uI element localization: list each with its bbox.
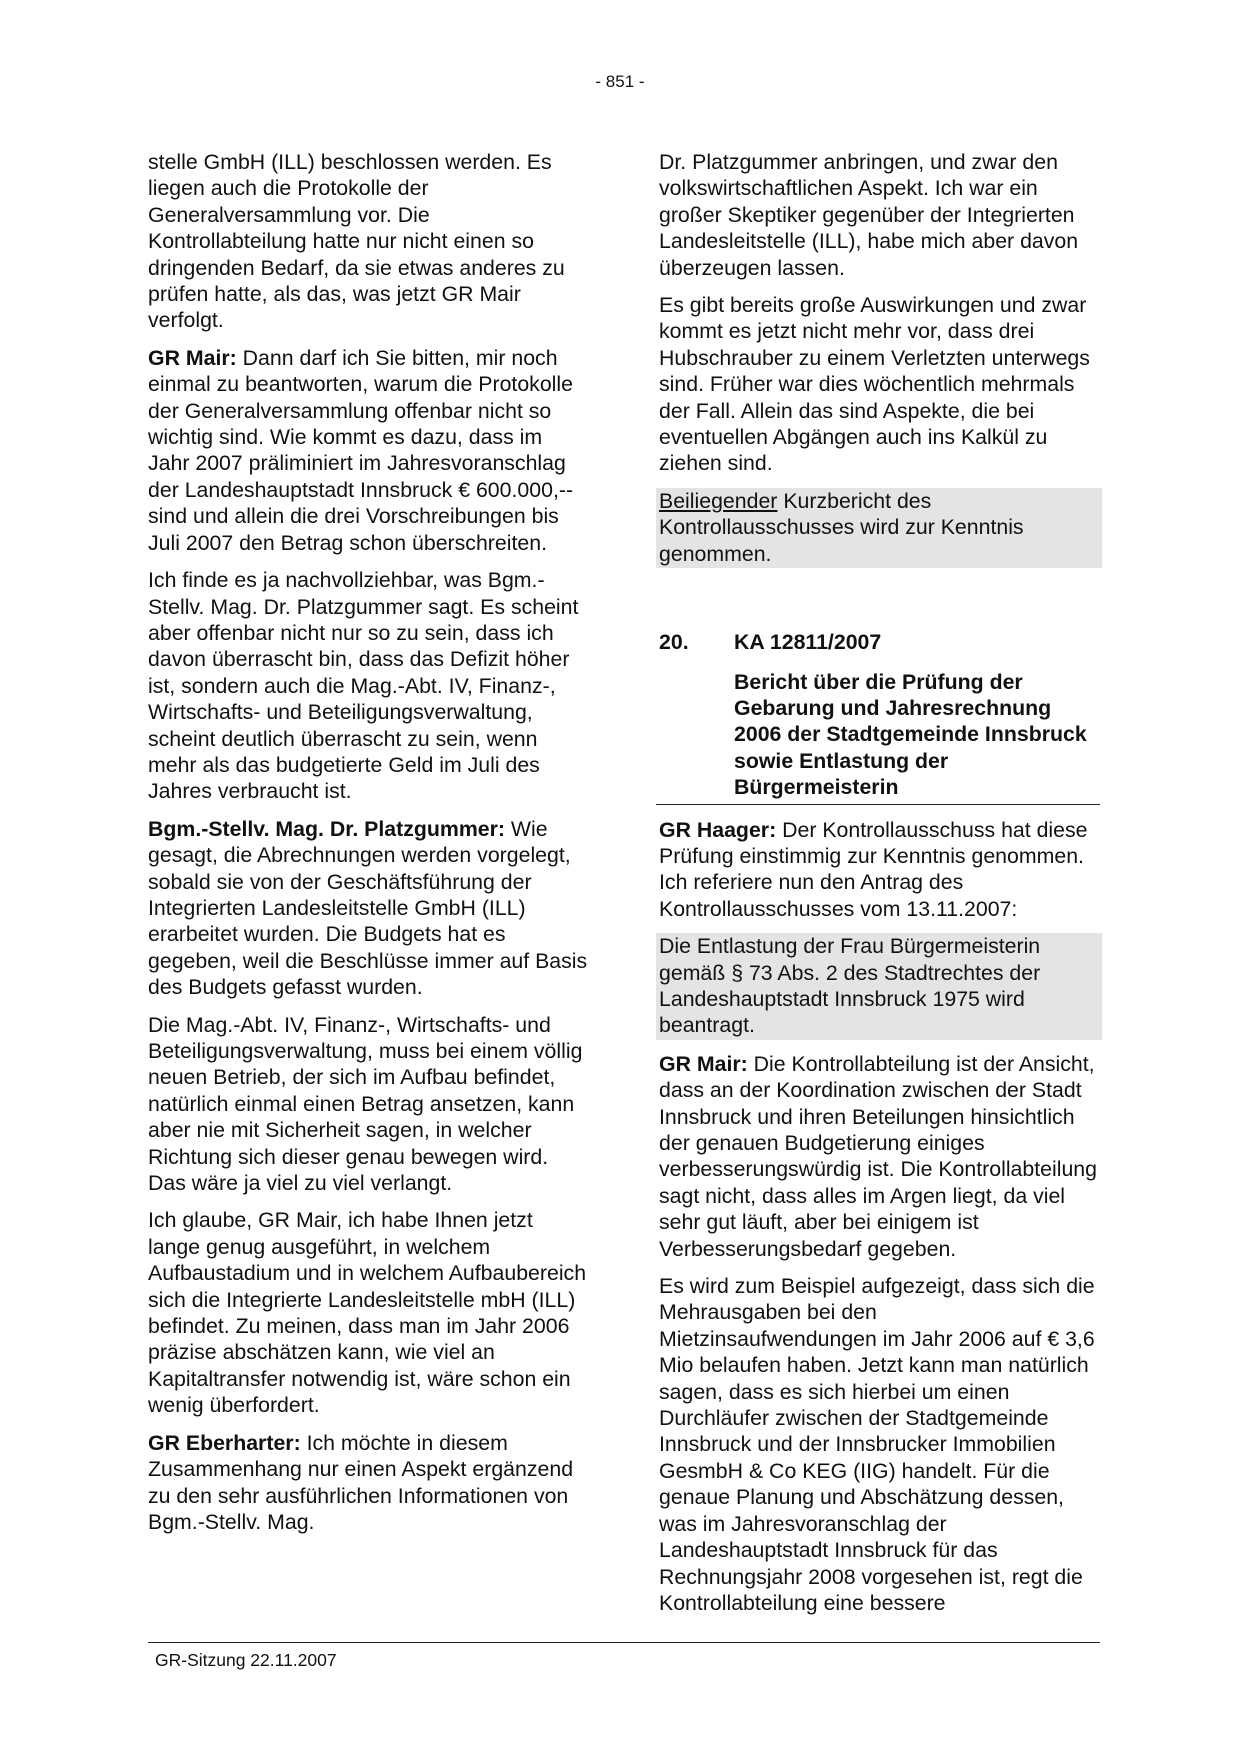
underlined-word: Beiliegender — [659, 488, 778, 513]
paragraph: Es gibt bereits große Auswirkungen und zwar kommt es jetzt nicht mehr vor, dass drei Hubschrauber zu einem Verletzten unterwegs sind. Früher war dies wöchentlich mehrmals der Fall. Allein das sind Aspekte, die bei eventuellen Abgängen auch ins Kalkül zu ziehen sind. — [659, 293, 1090, 476]
resolution-highlight — [656, 488, 1102, 568]
speech-paragraph — [148, 816, 588, 1001]
item-number: 20. — [659, 630, 689, 655]
item-code: KA 12811/2007 — [734, 630, 882, 655]
page-number: - 851 - — [595, 72, 645, 91]
speech-paragraph — [148, 1430, 588, 1536]
speech-text: Dann darf ich Sie bitten, mir noch einmal zu beantworten, warum die Protokolle der Generalversammlung offenbar nicht so wichtig sind. Wie kommt es dazu, dass im Jahr 2007 präliminiert im Jahresvoranschlag der Landeshauptstadt Innsbruck € 600.000,-- sind und allein die drei Vorschreibungen bis Juli 2007 den Betrag schon überschreiten. — [148, 345, 574, 555]
speaker-name: Bgm.-Stellv. Mag. Dr. Platzgummer: — [148, 816, 505, 841]
speech-text: Der Kontrollausschuss hat diese Prüfung einstimmig zur Kenntnis genommen. Ich referiere nun den Antrag des Kontrollausschusses vom 13.11.2007: — [659, 817, 1088, 921]
footer-session-date: GR-Sitzung 22.11.2007 — [155, 1650, 337, 1670]
motion-highlight: Die Entlastung der Frau Bürgermeisterin gemäß § 73 Abs. 2 des Stadtrechtes der Landeshauptstadt Innsbruck 1975 wird beantragt. — [656, 933, 1102, 1040]
speech-paragraph — [148, 345, 588, 556]
right-column — [659, 149, 1099, 1627]
resolution-text: Kurzbericht des Kontrollausschusses wird zur Kenntnis genommen. — [659, 488, 1024, 566]
paragraph: stelle GmbH (ILL) beschlossen werden. Es liegen auch die Protokolle der Generalversammlung vor. Die Kontrollabteilung hatte nur nicht einen so dringenden Bedarf, da sie etwas anderes zu prüfen hatte, als das, was jetzt GR Mair verfolgt. — [148, 150, 565, 333]
speech-paragraph — [659, 817, 1099, 923]
paragraph: Es wird zum Beispiel aufgezeigt, dass sich die Mehrausgaben bei den Mietzinsaufwendungen im Jahr 2006 auf € 3,6 Mio belaufen haben. Jetzt kann man natürlich sagen, dass es sich hierbei um einen Durchläufer zwischen der Stadtgemeinde Innsbruck und der Innsbrucker Immobilien GesmbH & Co KEG (IIG) handelt. Für die genaue Planung und Abschätzung dessen, was im Jahresvoranschlag der Landeshauptstadt Innsbruck für das Rechnungsjahr 2008 vorgesehen ist, regt die Kontrollabteilung eine bessere — [659, 1274, 1095, 1615]
speaker-name: GR Haager: — [659, 817, 777, 842]
speech-text: Wie gesagt, die Abrechnungen werden vorgelegt, sobald sie von der Geschäftsführung der Integrierten Landesleitstelle GmbH (ILL) erarbeitet wurden. Die Budgets hat es gegeben, weil die Beschlüsse immer auf Basis des Budgets gefasst wurden. — [148, 816, 588, 1000]
agenda-item-header — [659, 629, 1099, 655]
item-title: Bericht über die Prüfung der Gebarung und Jahresrechnung 2006 der Stadtgemeinde Innsbruck sowie Entlastung der Bürgermeisterin — [734, 669, 1087, 800]
paragraph: Die Mag.-Abt. IV, Finanz-, Wirtschafts- und Beteiligungsverwaltung, muss bei einem völlig neuen Betrieb, der sich im Aufbau befindet, natürlich einmal einen Betrag ansetzen, kann aber nie mit Sicherheit sagen, in welcher Richtung sich dieser genau bewegen wird. Das wäre ja viel zu viel verlangt. — [148, 1012, 583, 1196]
left-column — [148, 149, 588, 1546]
speech-text: Die Kontrollabteilung ist der Ansicht, dass an der Koordination zwischen der Stadt Innsbruck und ihren Beteilungen hinsichtlich der genauen Budgetierung einiges verbesserungswürdig ist. Die Kontrollabteilung sagt nicht, dass alles im Argen liegt, da viel sehr gut läuft, aber bei einigem ist Verbesserungsbedarf gegeben. — [659, 1051, 1098, 1261]
footer-divider — [148, 1642, 1100, 1643]
speech-paragraph — [659, 1051, 1099, 1262]
section-divider — [656, 804, 1100, 805]
paragraph: Ich finde es ja nachvollziehbar, was Bgm.-Stellv. Mag. Dr. Platzgummer sagt. Es scheint aber offenbar nicht nur so zu sein, dass ich davon überrascht bin, dass das Defizit höher ist, sondern auch die Mag.-Abt. IV, Finanz-, Wirtschafts- und Beteiligungsverwaltung, scheint deutlich überrascht zu sein, wenn mehr als das budgetierte Geld im Juli des Jahres verbraucht ist. — [148, 568, 579, 804]
speaker-name: GR Mair: — [659, 1051, 748, 1076]
speaker-name: GR Mair: — [148, 345, 237, 370]
paragraph: Dr. Platzgummer anbringen, und zwar den volkswirtschaftlichen Aspekt. Ich war ein großer Skeptiker gegenüber der Integrierten Landesleitstelle (ILL), habe mich aber davon überzeugen lassen. — [659, 150, 1079, 280]
paragraph: Ich glaube, GR Mair, ich habe Ihnen jetzt lange genug ausgeführt, in welchem Aufbaustadium und in welchem Aufbaubereich sich die Integrierte Landesleitstelle mbH (ILL) befindet. Zu meinen, dass man im Jahr 2006 präzise abschätzen kann, wie viel an Kapitaltransfer notwendig ist, wäre schon ein wenig überfordert. — [148, 1208, 587, 1418]
speaker-name: GR Eberharter: — [148, 1430, 301, 1455]
speech-text: Ich möchte in diesem Zusammenhang nur einen Aspekt ergänzend zu den sehr ausführlichen Informationen von Bgm.-Stellv. Mag. — [148, 1430, 574, 1534]
